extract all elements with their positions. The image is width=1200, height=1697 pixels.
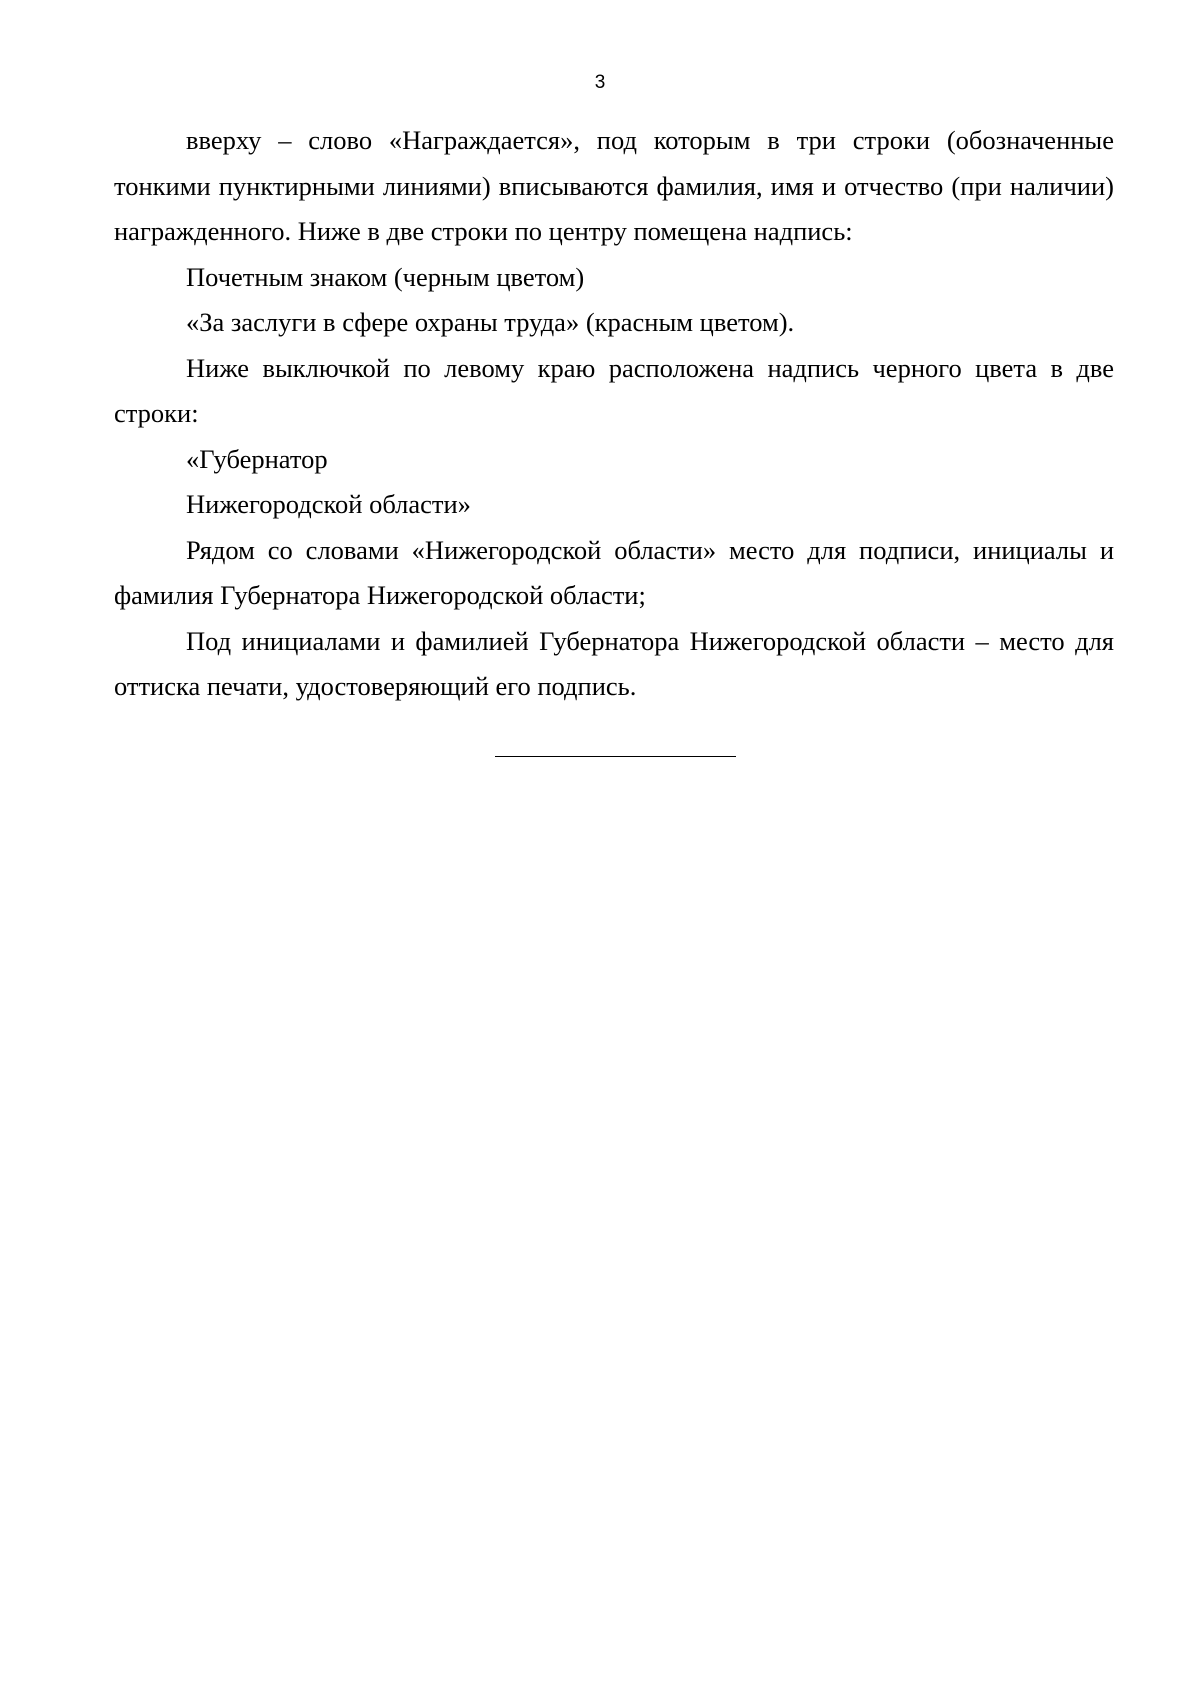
paragraph-seal-place: Под инициалами и фамилией Губернатора Нижегородской области – место для оттиска печати, удостоверяющий его подпись. — [114, 625, 1114, 701]
paragraph-left-aligned-caption: Ниже выключкой по левому краю расположена надпись черного цвета в две строки: — [114, 352, 1114, 428]
end-divider-line — [495, 756, 736, 757]
paragraph-region: Нижегородской области» — [186, 489, 471, 519]
page-number: 3 — [594, 72, 606, 93]
document-body — [114, 118, 1114, 710]
paragraph-governor: «Губернатор — [186, 443, 328, 474]
paragraph-signature-place: Рядом со словами «Нижегородской области» место для подписи, инициалы и фамилия Губернатора Нижегородской области; — [114, 534, 1114, 610]
paragraph-honorary-badge: Почетным знаком (черным цветом) — [186, 261, 585, 292]
paragraph-award-inscription: вверху – слово «Награждается», под которым в три строки (обозначенные тонкими пунктирными линиями) вписываются фамилия, имя и отчество (при наличии) награжденного. Ниже в две строки по центру помещена надпись: — [114, 125, 1114, 246]
paragraph-merit-labor-safety: «За заслуги в сфере охраны труда» (красным цветом). — [186, 307, 795, 337]
